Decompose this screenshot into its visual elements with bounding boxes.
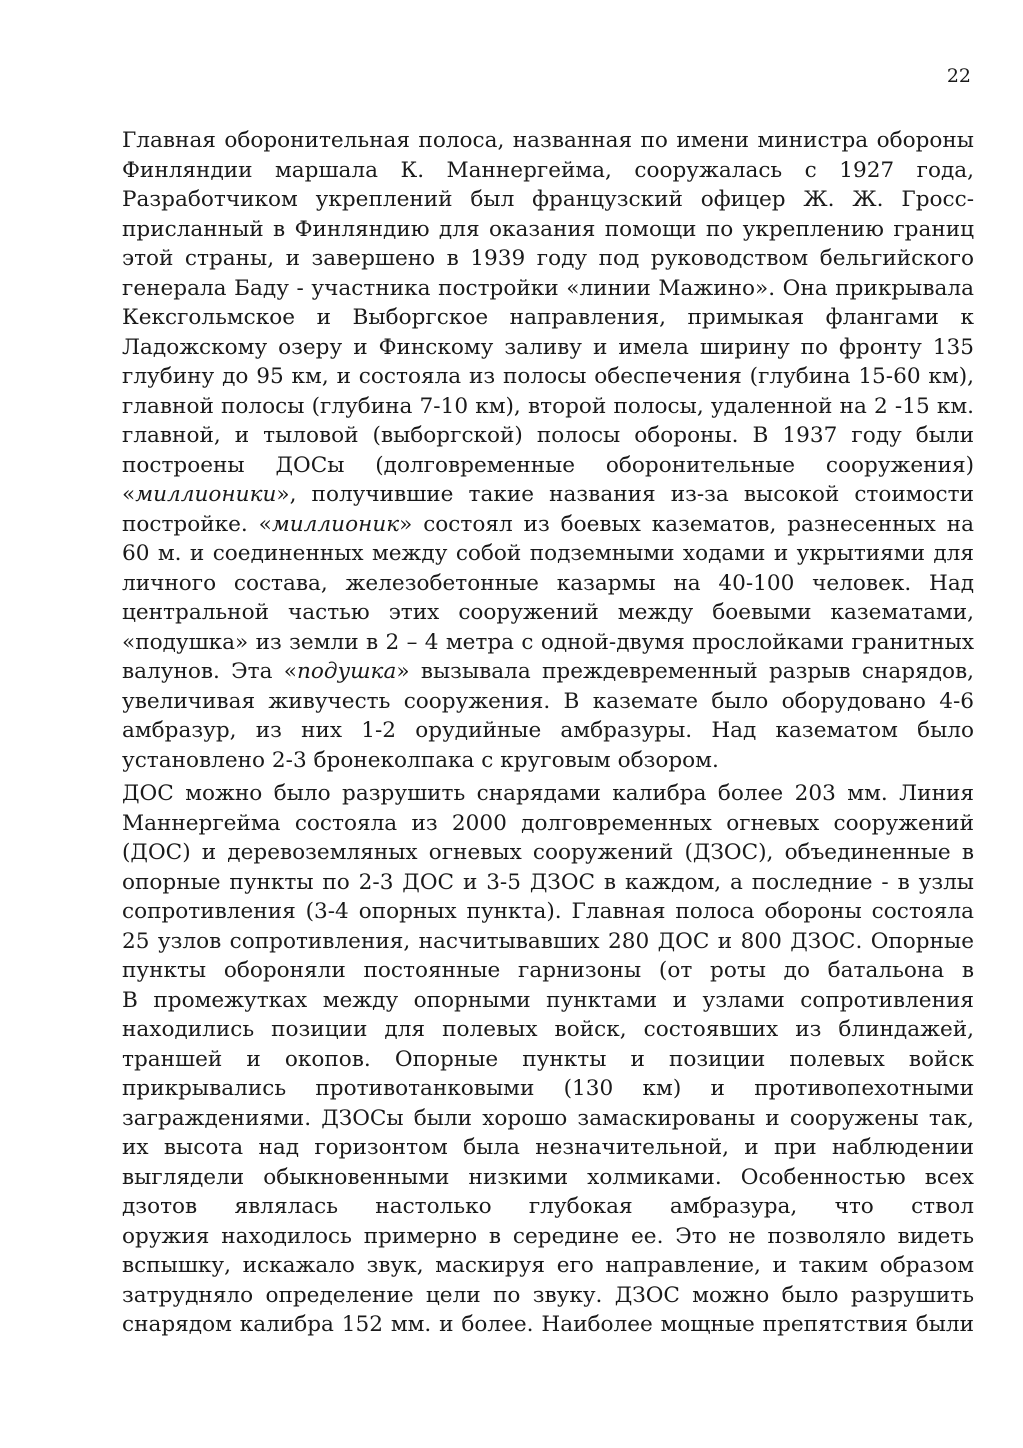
text-segment: снарядом калибра 152 мм. и более. Наиболее мощные препятствия были (122, 1312, 974, 1337)
text-line (122, 687, 974, 717)
text-line (122, 303, 974, 333)
text-segment: «подушка» из земли в 2 – 4 метра с одной-двумя прослойками гранитных (122, 629, 974, 655)
text-line (122, 868, 974, 898)
text-line (122, 1104, 974, 1134)
text-segment: опорные пункты по 2-3 ДОС и 3-5 ДЗОС в каждом, а последние - в узлы (122, 869, 974, 895)
text-line (122, 927, 974, 957)
text-line (122, 598, 974, 628)
text-segment: Ладожскому озеру и Финскому заливу и имела ширину по фронту 135 (122, 334, 974, 360)
text-segment: Маннергейма состояла из 2000 долговременных огневых сооружений (122, 810, 974, 836)
text-segment: этой страны, и завершено в 1939 году под руководством бельгийского (122, 246, 974, 271)
text-line (122, 126, 974, 156)
text-segment: выглядели обыкновенными низкими холмиками. Особенностью всех (122, 1164, 974, 1190)
text-line (122, 333, 974, 363)
text-segment: оружия находилось примерно в середине ее. Это не позволяло видеть (122, 1223, 974, 1249)
text-line (122, 1192, 974, 1222)
text-line (122, 746, 974, 776)
text-segment: Разработчиком укреплений был французский офицер Ж. Ж. Гросс- (122, 187, 974, 212)
text-line (122, 362, 974, 392)
text-line (122, 986, 974, 1016)
text-segment: сопротивления (3-4 опорных пункта). Главная полоса обороны состояла (122, 899, 974, 924)
text-segment: » вызывала преждевременный разрыв снарядов, (396, 659, 974, 684)
text-segment: Главная оборонительная полоса, названная по имени министра обороны (122, 128, 974, 153)
text-line (122, 215, 974, 245)
paragraph (122, 779, 974, 1340)
text-line (122, 244, 974, 274)
text-line (122, 569, 974, 599)
text-segment: затрудняло определение цели по звуку. ДЗОС можно было разрушить (122, 1282, 974, 1308)
text-segment: Финляндии маршала К. Маннергейма, сооружалась с 1927 года, (122, 157, 974, 183)
text-line (122, 716, 974, 746)
text-line (122, 1281, 974, 1311)
text-line (122, 1310, 974, 1340)
italic-text: миллионик (271, 511, 400, 537)
text-line (122, 539, 974, 569)
text-line (122, 838, 974, 868)
text-line (122, 274, 974, 304)
text-segment: постройке. « (122, 511, 272, 537)
text-segment: заграждениями. ДЗОСы были хорошо замаскированы и сооружены так, (122, 1105, 974, 1131)
text-segment: установлено 2-3 бронеколпака с круговым обзором. (122, 747, 719, 773)
text-segment: траншей и окопов. Опорные пункты и позиции полевых войск (122, 1046, 974, 1072)
text-segment: увеличивая живучесть сооружения. В каземате было оборудовано 4-6 (122, 688, 974, 714)
text-segment: личного состава, железобетонные казармы на 40-100 человек. Над (122, 570, 974, 596)
text-segment: пункты обороняли постоянные гарнизоны (от роты до батальона в (122, 958, 974, 983)
text-line (122, 480, 974, 510)
text-segment: вспышку, искажало звук, маскируя его направление, и таким образом (122, 1253, 974, 1278)
text-segment: присланный в Финляндию для оказания помощи по укреплению границ (122, 216, 974, 242)
text-line (122, 809, 974, 839)
text-segment: глубину до 95 км, и состояла из полосы обеспечения (глубина 15-60 км), (122, 364, 974, 389)
text-line (122, 1251, 974, 1281)
text-segment: 60 м. и соединенных между собой подземными ходами и укрытиями для (122, 541, 974, 566)
text-segment: их высота над горизонтом была незначительной, и при наблюдении (122, 1135, 974, 1160)
text-segment: В промежутках между опорными пунктами и узлами сопротивления (122, 987, 974, 1013)
text-segment: генерала Баду - участника постройки «линии Мажино». Она прикрывала (122, 275, 974, 301)
text-segment: главной, и тыловой (выборгской) полосы обороны. В 1937 году были (122, 423, 974, 448)
text-segment: « (122, 482, 136, 507)
text-segment: ДОС можно было разрушить снарядами калибра более 203 мм. Линия (122, 781, 974, 806)
text-segment: прикрывались противотанковыми (130 км) и противопехотными (122, 1076, 974, 1101)
text-line (122, 156, 974, 186)
text-line (122, 956, 974, 986)
text-line (122, 451, 974, 481)
text-segment: » состоял из боевых казематов, разнесенных на (399, 511, 974, 537)
text-line (122, 1222, 974, 1252)
text-segment: 25 узлов сопротивления, насчитывавших 280 ДОС и 800 ДЗОС. Опорные (122, 928, 974, 954)
text-line (122, 657, 974, 687)
text-line (122, 1015, 974, 1045)
page-number: 22 (946, 65, 971, 87)
italic-text: подушка (296, 659, 397, 684)
text-line (122, 1163, 974, 1193)
italic-text: миллионики (135, 482, 277, 507)
text-line (122, 1045, 974, 1075)
text-segment: главной полосы (глубина 7-10 км), второй полосы, удаленной на 2 -15 км. (122, 393, 974, 419)
text-segment: находились позиции для полевых войск, состоявших из блиндажей, (122, 1017, 974, 1042)
text-line (122, 421, 974, 451)
text-segment: построены ДОСы (долговременные оборонительные сооружения) (122, 452, 974, 478)
text-line (122, 510, 974, 540)
text-line (122, 392, 974, 422)
text-segment: дзотов являлась настолько глубокая амбразура, что ствол (122, 1194, 974, 1219)
text-segment: Кексгольмское и Выборгское направления, примыкая флангами к (122, 305, 974, 330)
text-segment: валунов. Эта « (122, 659, 297, 684)
text-line (122, 628, 974, 658)
text-segment: », получившие такие названия из-за высокой стоимости (276, 482, 974, 507)
text-line (122, 1074, 974, 1104)
text-line (122, 897, 974, 927)
text-segment: амбразур, из них 1-2 орудийные амбразуры. Над казематом было (122, 718, 974, 743)
body-text (122, 126, 974, 1344)
text-line (122, 185, 974, 215)
text-line (122, 1133, 974, 1163)
text-line (122, 779, 974, 809)
text-segment: центральной частью этих сооружений между боевыми казематами, (122, 600, 974, 625)
text-segment: (ДОС) и деревоземляных огневых сооружений (ДЗОС), объединенные в (122, 840, 974, 865)
paragraph (122, 126, 974, 775)
